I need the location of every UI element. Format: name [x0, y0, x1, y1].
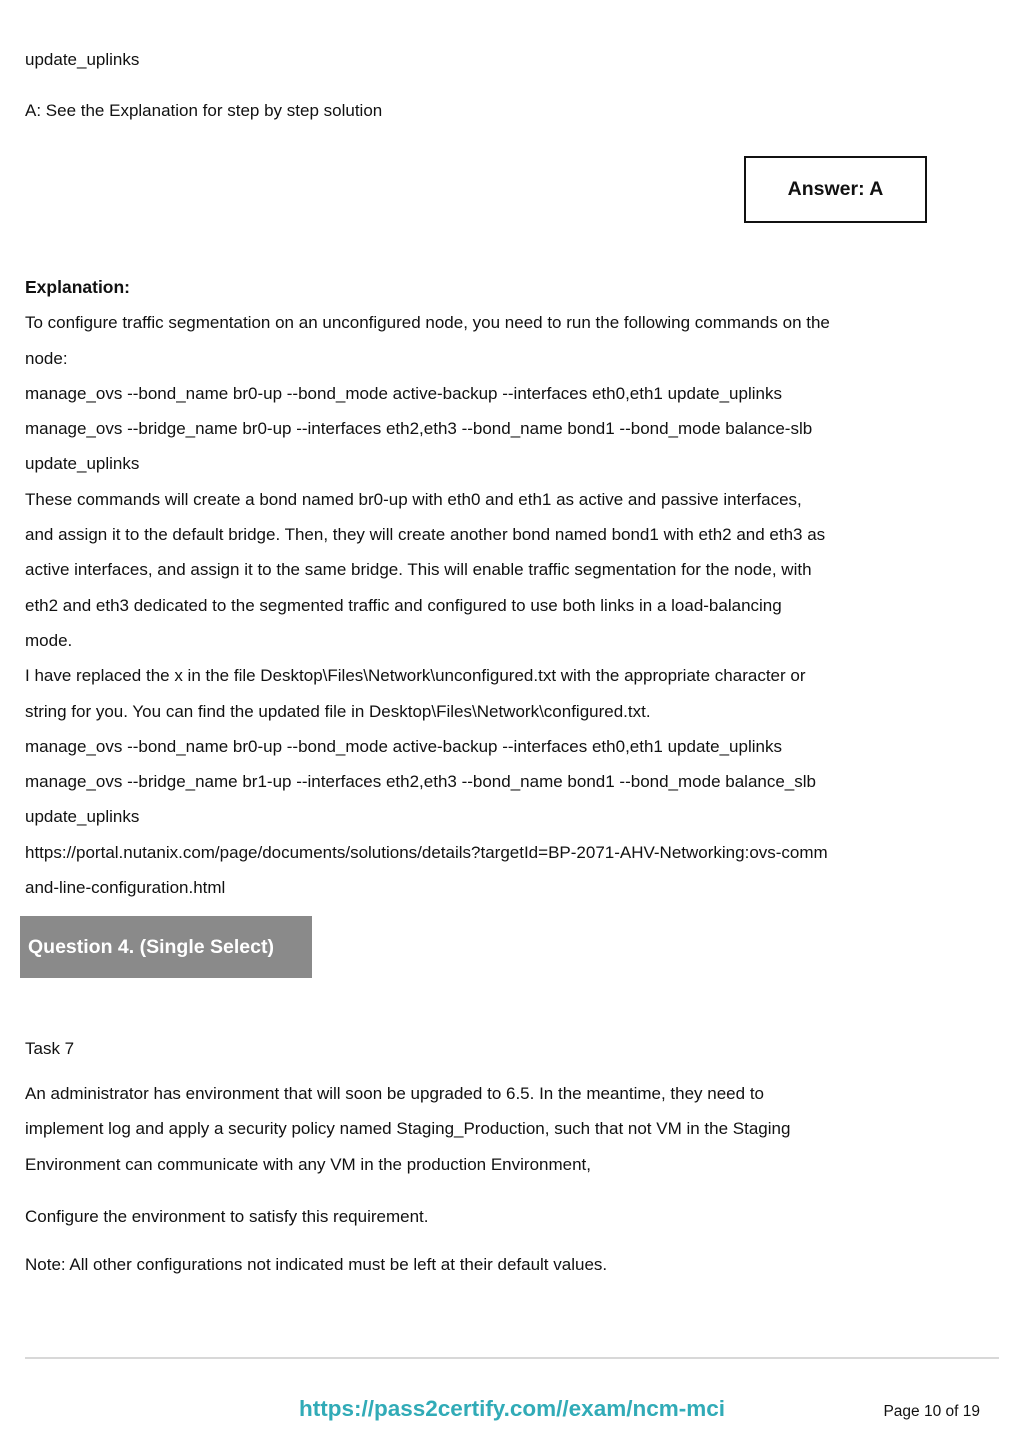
text-line: and assign it to the default bridge. Then, they will create another bond named bond1 with eth2 and eth3 as — [25, 525, 826, 545]
text-line: manage_ovs --bridge_name br1-up --interfaces eth2,eth3 --bond_name bond1 --bond_mode balance_slb — [25, 772, 816, 792]
answer-box — [744, 156, 927, 223]
footer — [0, 1392, 1024, 1432]
answer-reference-line: A: See the Explanation for step by step solution — [25, 101, 383, 120]
text-line: eth2 and eth3 dedicated to the segmented traffic and configured to use both links in a load-balancing — [25, 595, 782, 615]
text-line: update_uplinks — [25, 807, 140, 827]
text-line: https://portal.nutanix.com/page/documents/solutions/details?targetId=BP-2071-AHV-Networking:ovs-comm — [25, 842, 828, 862]
text-line: active interfaces, and assign it to the same bridge. This will enable traffic segmentation for the node, with — [25, 560, 812, 580]
footer-divider — [25, 1357, 999, 1359]
text-line: and-line-configuration.html — [25, 878, 226, 898]
answer-box-label: Answer: A — [787, 178, 884, 200]
explanation-paragraph — [25, 305, 1010, 905]
footer-site-link[interactable]: https://pass2certify.com//exam/ncm-mci — [299, 1396, 725, 1421]
text-line: mode. — [25, 630, 73, 650]
text-line: Environment can communicate with any VM in the production Environment, — [25, 1154, 591, 1174]
text-line: manage_ovs --bond_name br0-up --bond_mode active-backup --interfaces eth0,eth1 update_uplinks — [25, 383, 782, 403]
question-banner-label: Question 4. (Single Select) — [28, 935, 274, 958]
text-line: manage_ovs --bridge_name br0-up --interfaces eth2,eth3 --bond_name bond1 --bond_mode balance-slb — [25, 419, 813, 439]
explanation-heading: Explanation: — [25, 277, 131, 297]
explanation-section — [25, 270, 1010, 905]
text-line: string for you. You can find the updated file in Desktop\Files\Network\configured.txt. — [25, 701, 651, 721]
task-title: Task 7 — [25, 1039, 75, 1058]
text-line: implement log and apply a security policy named Staging_Production, such that not VM in the Staging — [25, 1119, 791, 1139]
update-uplinks-line: update_uplinks — [25, 50, 140, 69]
text-line: manage_ovs --bond_name br0-up --bond_mode active-backup --interfaces eth0,eth1 update_uplinks — [25, 736, 782, 756]
text-line: An administrator has environment that will soon be upgraded to 6.5. In the meantime, they need to — [25, 1084, 764, 1103]
text-line: I have replaced the x in the file Desktop\Files\Network\unconfigured.txt with the appropriate character or — [25, 666, 806, 686]
task-paragraph — [25, 1076, 1010, 1182]
text-line: node: — [25, 348, 68, 368]
note-line: Note: All other configurations not indicated must be left at their default values. — [25, 1255, 608, 1274]
text-line: These commands will create a bond named br0-up with eth0 and eth1 as active and passive interfaces, — [25, 489, 802, 509]
footer-page-number: Page 10 of 19 — [883, 1403, 980, 1420]
configure-requirement-line: Configure the environment to satisfy this requirement. — [25, 1207, 429, 1226]
text-line: update_uplinks — [25, 454, 140, 474]
question-banner — [20, 916, 312, 978]
text-line: To configure traffic segmentation on an unconfigured node, you need to run the following commands on the — [25, 313, 830, 333]
